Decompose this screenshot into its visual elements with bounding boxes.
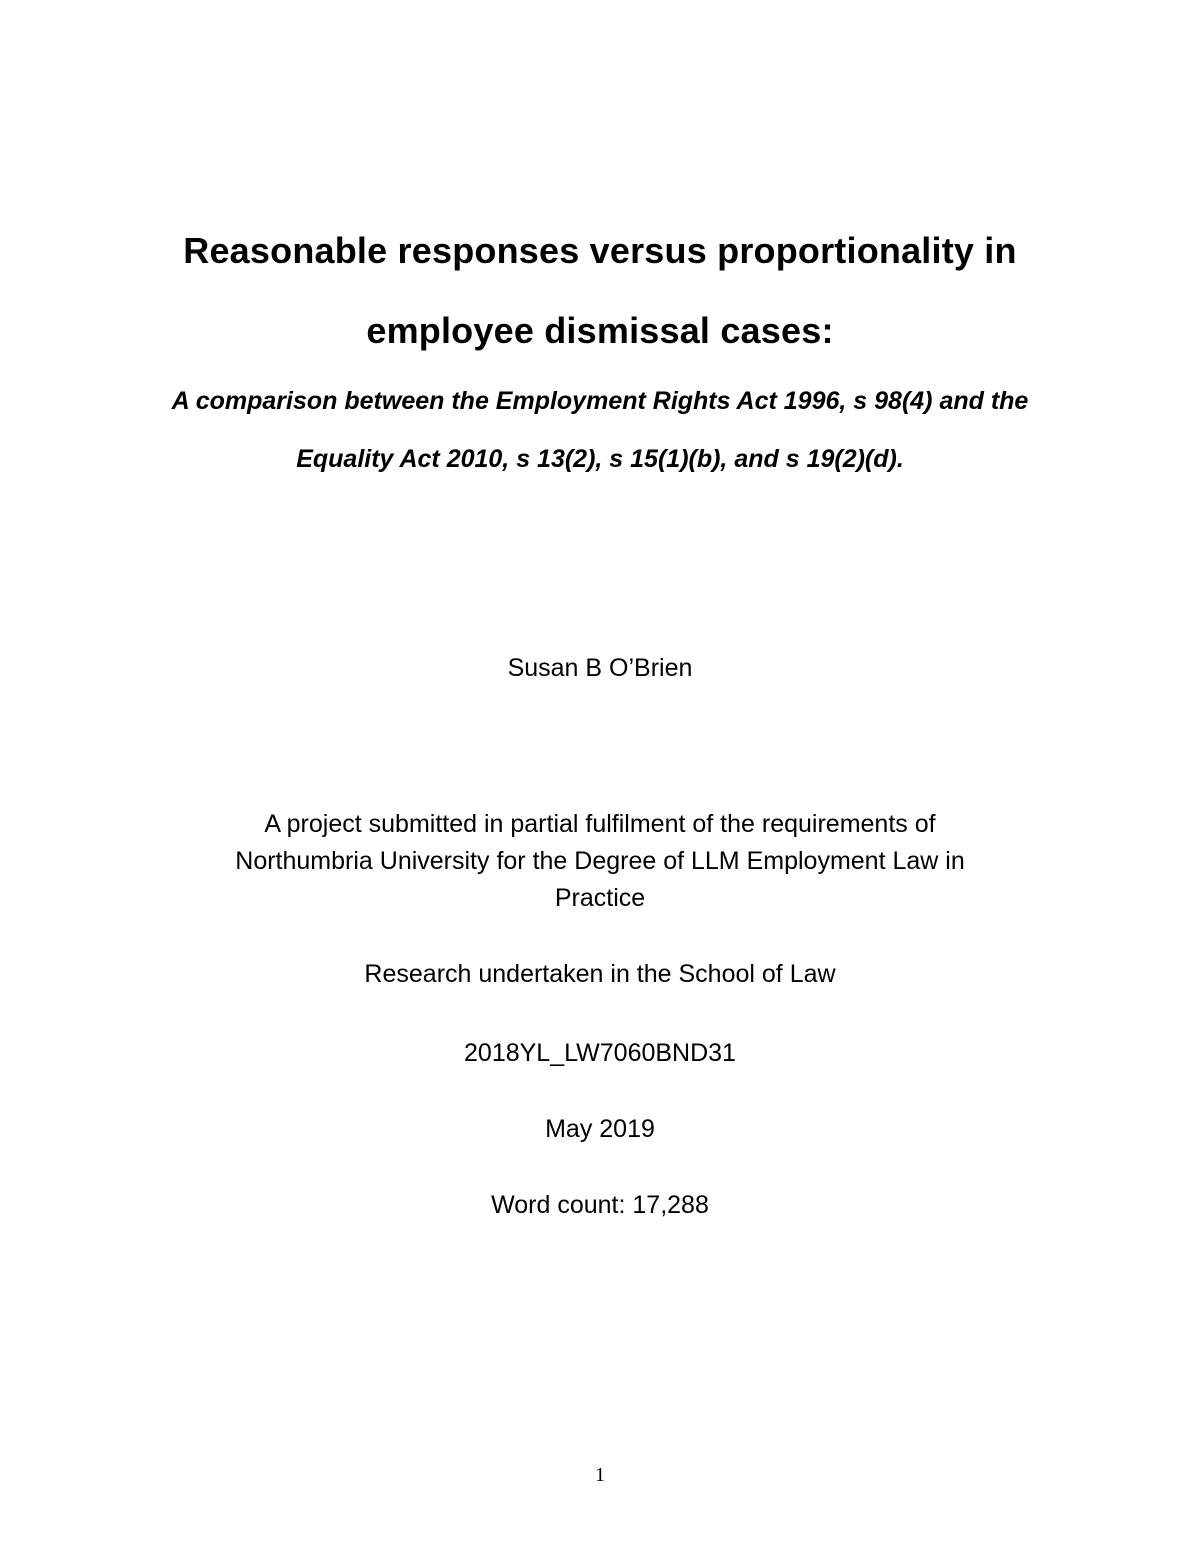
submission-line-3: Practice xyxy=(554,884,646,912)
submission-line-1: A project submitted in partial fulfilment of the requirements of xyxy=(264,810,936,838)
student-code: 2018YL_LW7060BND31 xyxy=(464,1039,736,1067)
title-line-2: employee dismissal cases: xyxy=(366,310,834,351)
submission-line-2: Northumbria University for the Degree of LLM Employment Law in xyxy=(235,847,965,875)
submission-date: May 2019 xyxy=(545,1115,655,1143)
subtitle-line-1: A comparison between the Employment Rights Act 1996, s 98(4) and the xyxy=(171,387,1029,415)
research-statement: Research undertaken in the School of Law xyxy=(364,960,836,988)
page-number: 1 xyxy=(595,1464,605,1486)
title-line-1: Reasonable responses versus proportionality in xyxy=(183,230,1017,271)
subtitle-line-2: Equality Act 2010, s 13(2), s 15(1)(b), and s 19(2)(d). xyxy=(296,445,904,473)
author-name: Susan B O’Brien xyxy=(507,654,693,682)
word-count: Word count: 17,288 xyxy=(491,1191,709,1219)
